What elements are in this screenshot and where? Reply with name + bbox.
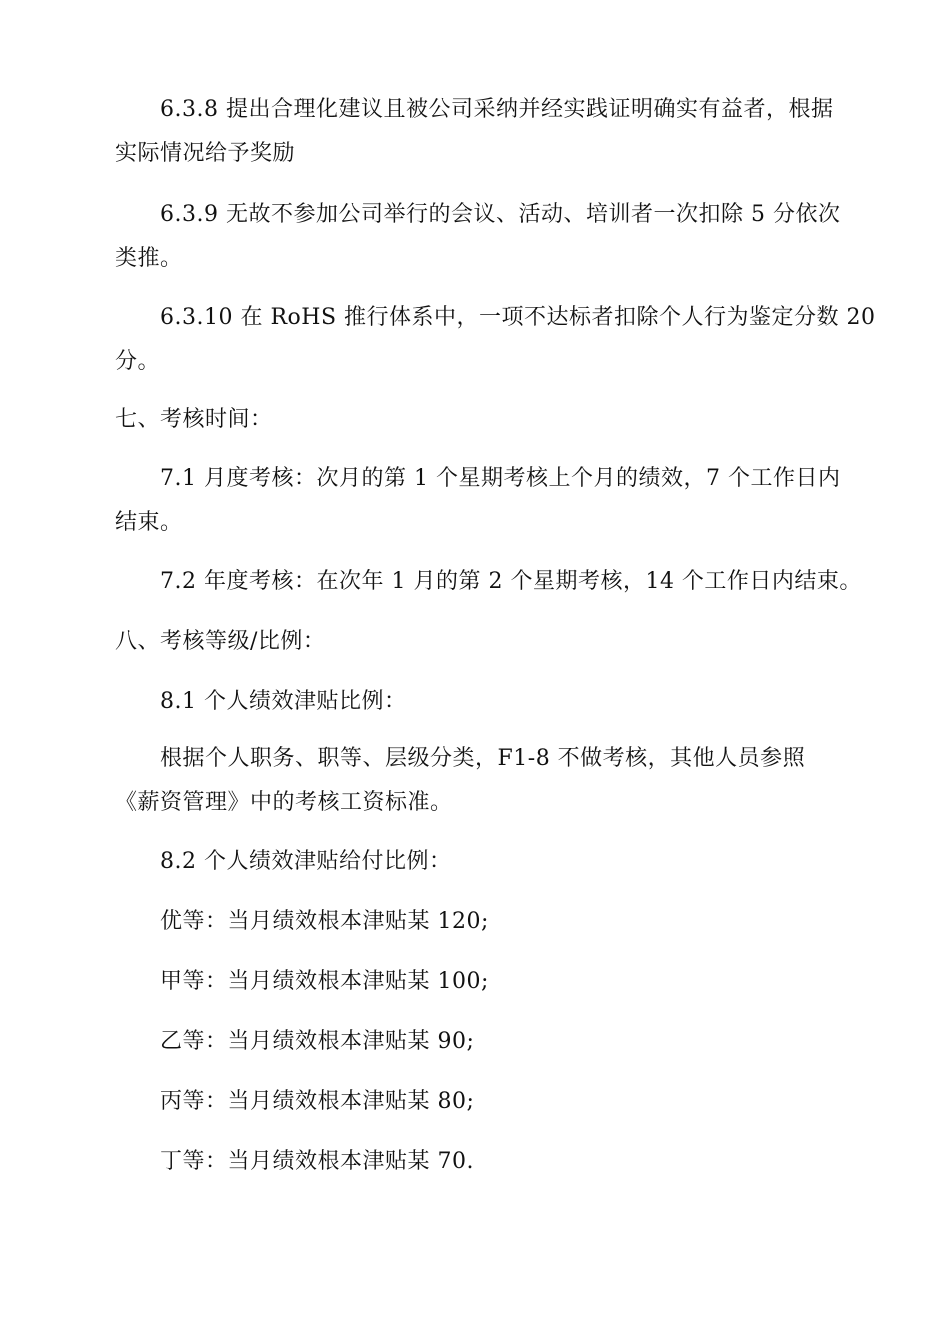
section-7-heading: 七、考核时间： bbox=[115, 407, 273, 432]
clause-7-1-line-1: 7.1 月度考核：次月的第 1 个星期考核上个月的绩效，7 个工作日内 bbox=[160, 466, 841, 491]
clause-8-1-body bbox=[115, 737, 835, 825]
clause-6-3-8-line-1: 6.3.8 提出合理化建议且被公司采纳并经实践证明确实有益者，根据 bbox=[160, 97, 834, 122]
clause-8-1-body-line-2: 《薪资管理》中的考核工资标准。 bbox=[115, 790, 453, 815]
grade-d: 丁等：当月绩效根本津贴某 70. bbox=[160, 1149, 474, 1174]
clause-6-3-10-line-2: 分。 bbox=[115, 349, 161, 374]
clause-7-2: 7.2 年度考核：在次年 1 月的第 2 个星期考核，14 个工作日内结束。 bbox=[160, 569, 862, 594]
clause-6-3-8 bbox=[115, 88, 835, 176]
clause-8-1-body-line-1: 根据个人职务、职等、层级分类，F1-8 不做考核，其他人员参照 bbox=[160, 746, 806, 771]
clause-6-3-9 bbox=[115, 193, 841, 281]
grade-c: 丙等：当月绩效根本津贴某 80; bbox=[160, 1089, 475, 1114]
clause-8-2: 8.2 个人绩效津贴给付比例： bbox=[160, 849, 452, 874]
clause-7-1 bbox=[115, 457, 841, 545]
clause-6-3-9-line-2: 类推。 bbox=[115, 246, 183, 271]
clause-6-3-10-line-1: 6.3.10 在 RoHS 推行体系中，一项不达标者扣除个人行为鉴定分数 20 bbox=[160, 305, 876, 330]
grade-excellent: 优等：当月绩效根本津贴某 120; bbox=[160, 909, 489, 934]
clause-6-3-8-line-2: 实际情况给予奖励 bbox=[115, 141, 296, 166]
clause-8-1: 8.1 个人绩效津贴比例： bbox=[160, 689, 407, 714]
clause-6-3-9-line-1: 6.3.9 无故不参加公司举行的会议、活动、培训者一次扣除 5 分依次 bbox=[160, 202, 841, 227]
grade-b: 乙等：当月绩效根本津贴某 90; bbox=[160, 1029, 475, 1054]
section-8-heading: 八、考核等级/比例： bbox=[115, 629, 326, 654]
clause-7-1-line-2: 结束。 bbox=[115, 510, 183, 535]
clause-6-3-10 bbox=[115, 296, 876, 384]
grade-a: 甲等：当月绩效根本津贴某 100; bbox=[160, 969, 489, 994]
